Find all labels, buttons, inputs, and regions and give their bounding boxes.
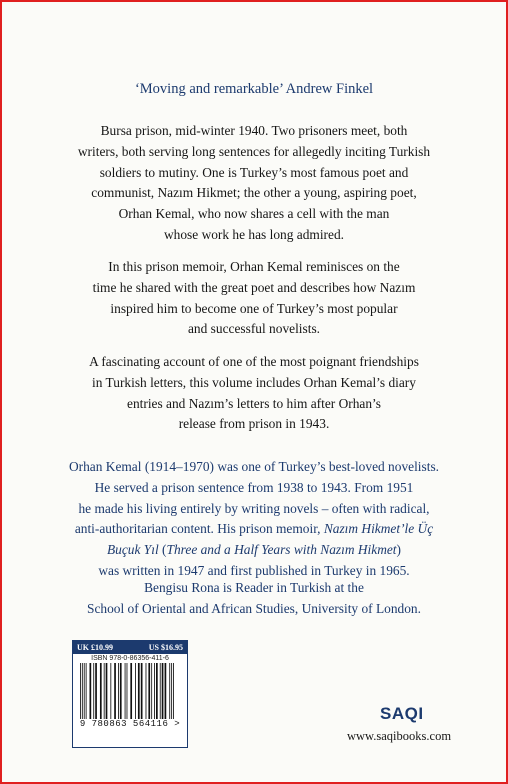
review-quote [2, 81, 506, 98]
barcode-bar [138, 663, 140, 719]
barcode-bar [173, 663, 174, 719]
barcode-bar [104, 663, 105, 719]
barcode-bar [106, 663, 108, 719]
barcode-bar [162, 663, 164, 719]
blurb-line: release from prison in 1943. [178, 416, 330, 432]
quote-attribution: Andrew Finkel [285, 81, 374, 97]
book-title-turkish: Nazım Hikmet’le Üç [323, 521, 434, 537]
publisher-website[interactable]: www.saqibooks.com [347, 729, 452, 743]
bio-line: he made his living entirely by writing novels – often with radical, [78, 500, 430, 516]
barcode-bar [127, 663, 128, 719]
barcode-bar [151, 663, 152, 719]
barcode-bar [169, 663, 170, 719]
translator-line: Bengisu Rona is Reader in Turkish at the [144, 580, 364, 595]
paren-close: ) [396, 542, 401, 558]
author-bio [42, 457, 466, 582]
translator-line: School of Oriental and African Studies, University of London. [87, 600, 421, 616]
barcode-bar [80, 663, 81, 719]
blurb-line: In this prison memoir, Orhan Kemal reminisces on the [108, 259, 400, 274]
barcode-bar [84, 663, 85, 719]
barcode-bar [86, 663, 87, 719]
barcode-bar [148, 663, 150, 719]
translator-bio [42, 578, 466, 620]
barcode-bar [165, 663, 167, 719]
price-uk: UK £10.99 [77, 643, 113, 652]
blurb-paragraph-2 [42, 257, 466, 340]
ean-number: 9 780863 564116 > [79, 719, 181, 729]
barcode-bar [118, 663, 119, 719]
barcode-bar [110, 663, 111, 719]
bio-line: anti-authoritarian content. His prison memoir, [74, 521, 321, 537]
paren-open: ( [162, 542, 167, 558]
blurb-line: soldiers to mutiny. One is Turkey’s most famous poet and [99, 164, 409, 180]
blurb-paragraph-1 [42, 121, 466, 246]
barcode-bar [135, 663, 136, 719]
barcode-bar [120, 663, 122, 719]
barcode-block [72, 640, 188, 748]
book-title-english: Three and a Half Years with Nazım Hikmet [166, 542, 397, 558]
blurb-line: time he shared with the great poet and describes how Nazım [92, 279, 416, 295]
blurb-line: entries and Nazım’s letters to him after Orhan’s [127, 395, 381, 411]
barcode-bar [93, 663, 94, 719]
barcode-bar [100, 663, 102, 719]
barcode-bar [95, 663, 97, 719]
barcode-bar [90, 663, 92, 719]
barcode-bar [171, 663, 172, 719]
blurb-line: Orhan Kemal, who now shares a cell with the man [118, 206, 390, 222]
price-bar [73, 641, 187, 654]
bio-line: Orhan Kemal (1914–1970) was one of Turkey’s best-loved novelists. [68, 459, 440, 474]
price-us: US $16.95 [148, 643, 183, 652]
barcode-bar [82, 663, 83, 719]
blurb-paragraph-3 [42, 352, 466, 435]
barcode-bar [146, 663, 147, 719]
barcode-image [78, 663, 182, 719]
barcode-bar [141, 663, 143, 719]
blurb-line: and successful novelists. [187, 321, 321, 337]
barcode-bar [114, 663, 116, 719]
bio-line: was written in 1947 and first published in Turkey in 1965. [98, 562, 410, 578]
blurb-line: A fascinating account of one of the most poignant friendships [89, 354, 419, 369]
barcode-bar [125, 663, 126, 719]
blurb-line: writers, both serving long sentences for allegedly inciting Turkish [77, 143, 431, 159]
barcode-bar [154, 663, 155, 719]
barcode-bar [130, 663, 132, 719]
publisher-logo: SAQI [380, 704, 424, 723]
blurb-line: inspired him to become one of Turkey’s most popular [110, 300, 398, 316]
book-title-turkish-cont: Buçuk Yıl [106, 542, 159, 558]
bio-line: He served a prison sentence from 1938 to 1943. From 1951 [94, 479, 414, 495]
blurb-line: Bursa prison, mid-winter 1940. Two prisoners meet, both [100, 123, 408, 138]
barcode-bar [156, 663, 158, 719]
blurb-line: in Turkish letters, this volume includes Orhan Kemal’s diary [92, 374, 416, 390]
isbn-text: ISBN 978-0-86356-411-6 [91, 655, 169, 662]
quote-text: ‘Moving and remarkable’ [134, 81, 283, 97]
barcode-bar [160, 663, 161, 719]
blurb-line: whose work he has long admired. [164, 226, 344, 242]
blurb-line: communist, Nazım Hikmet; the other a young, aspiring poet, [91, 185, 417, 201]
